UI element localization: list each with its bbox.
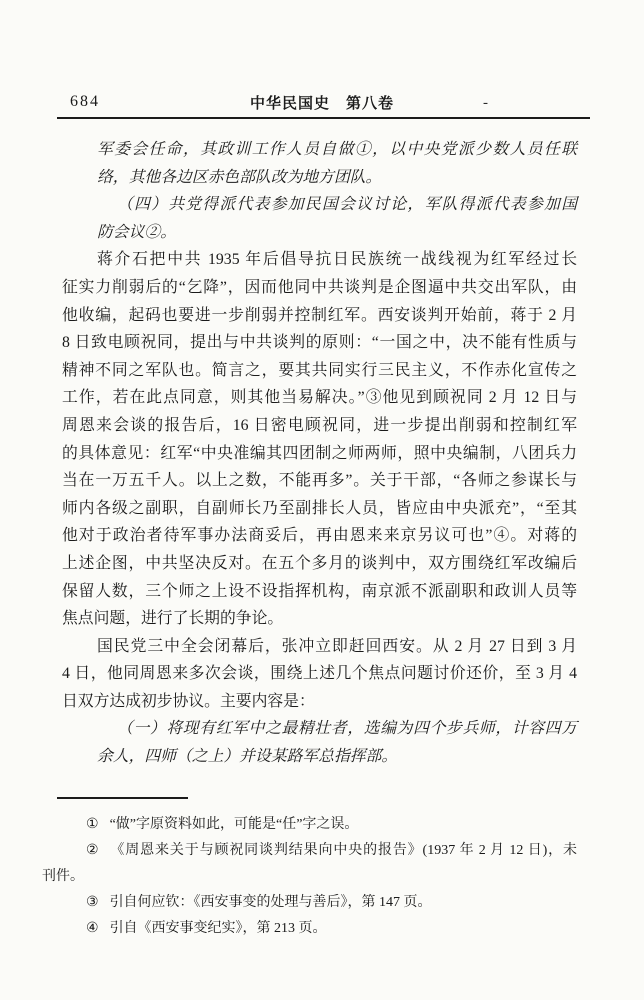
body-line: 日双方达成初步协议。主要内容是： (62, 692, 315, 710)
footnotes (42, 812, 577, 942)
quote-line: （一）将现有红军中之最精壮者，选编为四个步兵师，计容四万 (117, 720, 577, 738)
footnote-text: 《周恩来关于与顾祝同谈判结果向中央的报告》(1937 年 2 月 12 日)，未 (110, 843, 577, 858)
body-line: 上述企图，中共坚决反对。在五个多月的谈判中，双方围绕红军改编后 (62, 554, 577, 572)
quote-line: 络，其他各边区赤色部队改为地方团队。 (97, 168, 382, 186)
body-line: 8 日致电顾祝同，提出与中共谈判的原则：“一国之中，决不能有性质与 (62, 334, 577, 352)
quote-line: （四）共党得派代表参加民国会议讨论，军队得派代表参加国 (117, 196, 577, 214)
body-line: 保留人数，三个师之上设不设指挥机构，南京派不派副职和政训人员等 (62, 582, 577, 600)
body-line: 周恩来会谈的报告后，16 日密电顾祝同，进一步提出削弱和控制红军 (62, 416, 577, 434)
body-line: 4 日，他同周恩来多次会谈，围绕上述几个焦点问题讨价还价，至 3 月 4 (62, 665, 577, 683)
footnote-continuation (42, 864, 577, 890)
body-line: 征实力削弱后的“乞降”，因而他同中共谈判是企图逼中共交出军队，由 (62, 278, 577, 296)
body-line: 师内各级之副职，自副师长乃至副排长人员，皆应由中央派充”，“至其 (62, 499, 577, 517)
quote-line: 防会议②。 (97, 223, 176, 241)
body-line: 的具体意见：红军“中央准编其四团制之师两师，照中央编制，八团兵力 (62, 444, 577, 462)
header-dash-mark: - (483, 95, 488, 111)
quote-line: 军委会任命，其政训工作人员自做①，以中央党派少数人员任联 (97, 141, 577, 158)
page-number: 684 (70, 93, 100, 110)
footnote-marker: ② (86, 843, 100, 858)
body-line: 国民党三中全会闭幕后，张冲立即赶回西安。从 2 月 27 日到 3 月 (97, 637, 577, 655)
footnote-item (42, 812, 577, 838)
header-rule (57, 117, 590, 119)
body-text (62, 136, 577, 771)
body-line: 精神不同之军队也。简言之，要其共同实行三民主义，不作赤化宣传之 (62, 361, 577, 379)
footnote-text: 引自何应钦：《西安事变的处理与善后》，第 147 页。 (109, 895, 432, 910)
quote-line: 余人，四师（之上）并设某路军总指挥部。 (97, 748, 398, 766)
body-line: 他收编，起码也要进一步削弱并控制红军。西安谈判开始前，蒋于 2 月 (62, 306, 577, 324)
footnote-marker: ③ (86, 895, 99, 910)
footnote-item (42, 838, 577, 864)
running-title: 中华民国史 第八卷 (249, 96, 394, 112)
footnote-text: “做”字原资料如此，可能是“任”字之误。 (109, 817, 359, 832)
footnote-text: 引自《西安事变纪实》，第 213 页。 (109, 921, 327, 936)
body-line: 他对于政治者待军事办法商妥后，再由恩来来京另议可也”④。对蒋的 (62, 527, 577, 545)
body-line: 焦点问题，进行了长期的争论。 (62, 610, 284, 628)
body-line: 蒋介石把中共 1935 年后倡导抗日民族统一战线视为红军经过长 (97, 251, 577, 269)
footnote-text: 刊件。 (42, 869, 84, 884)
footnote-marker: ④ (86, 921, 99, 936)
footnote-item (42, 890, 577, 916)
footnote-item (42, 916, 577, 942)
body-line: 当在一万五千人。以上之数，不能再多”。关于干部，“各师之参谋长与 (62, 472, 577, 490)
footnote-separator (57, 797, 188, 799)
body-line: 工作，若在此点同意，则其他当易解决。”③他见到顾祝同 2 月 12 日与 (62, 389, 577, 407)
footnote-marker: ① (86, 817, 99, 832)
